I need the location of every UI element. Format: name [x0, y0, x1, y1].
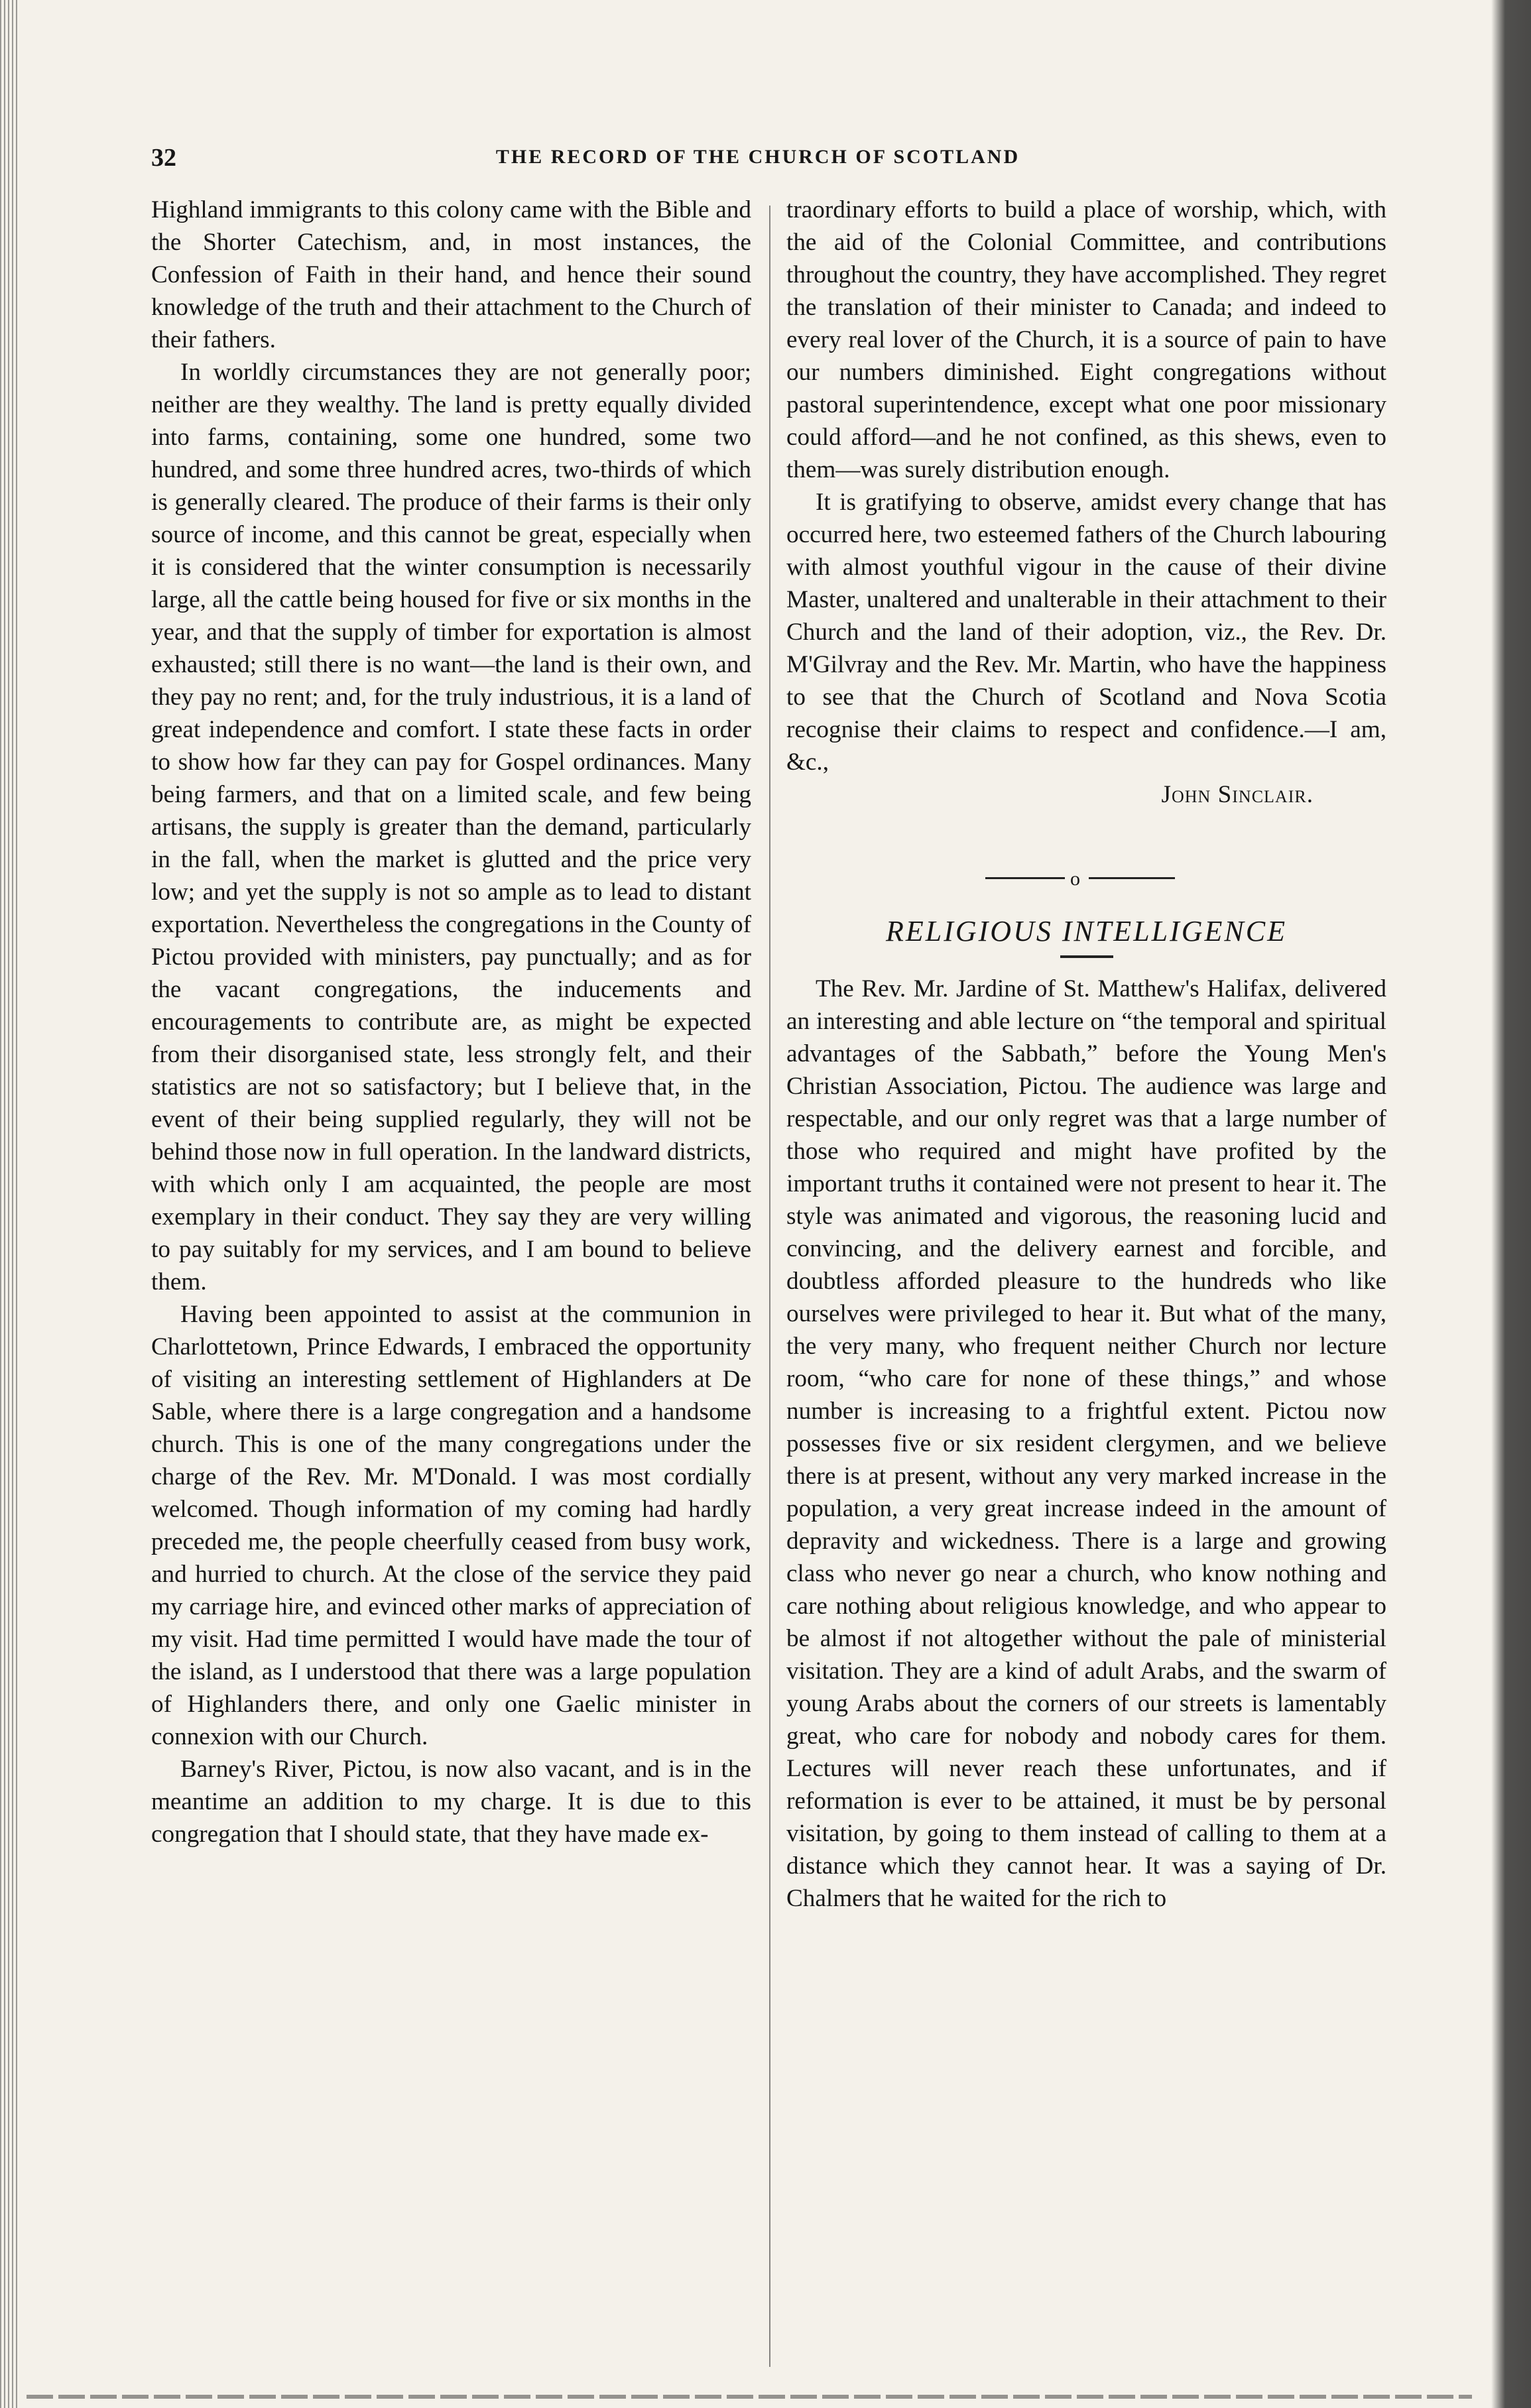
column-divider — [769, 206, 770, 2367]
left-paragraph-4: Barney's River, Pictou, is now also vacant, and is in the meantime an addition to my charge. It is due to this congregation that I should state, that they have made ex- — [151, 1756, 751, 1848]
left-paragraph-3: Having been appointed to assist at the communion in Charlottetown, Prince Edwards, I embraced the opportunity of visiting an interesting settlement of Highlanders at De Sable, where there is a large congregation and a handsome church. This is one of the many congregations under the charge of the Rev. Mr. M'Donald. I was most cordially welcomed. Though information of my coming had hardly preceded me, the people cheerfully ceased from busy work, and hurried to church. At the close of the service they paid my carriage hire, and evinced other marks of appreciation of my visit. Had time permitted I would have made the tour of the island, as I understood that there was a large population of Highlanders there, and only one Gaelic minister in connexion with our Church. — [151, 1301, 751, 1750]
right-paragraph-2: It is gratifying to observe, amidst every change that has occurred here, two esteemed fathers of the Church labouring with almost youthful vigour in the cause of their divine Master, unaltered and unalterable in their attachment to their Church and the land of their adoption, viz., the Rev. Dr. M'Gilvray and the Rev. Mr. Martin, who have the happiness to see that the Church of Scotland and Nova Scotia recognise their claims to respect and confidence.—I am, &c., — [786, 489, 1386, 776]
bottom-edge-marks — [27, 2395, 1472, 2399]
right-paragraph-1: traordinary efforts to build a place of worship, which, with the aid of the Colonial Committee, and contributions throughout the country, they have accomplished. They regret the translation of their minister to Canada; and indeed to every real lover of the Church, it is a source of pain to have our numbers diminished. Eight congregations without pastoral superintendence, except what one poor missionary could afford—and he not confined, as this shews, even to them—was surely distribution enough. — [786, 196, 1386, 483]
page-number: 32 — [151, 144, 176, 172]
page-header — [151, 143, 1365, 183]
letter-signature: John Sinclair. — [1161, 781, 1314, 808]
left-paragraph-2: In worldly circumstances they are not generally poor; neither are they wealthy. The land is pretty equally divided into farms, containing, some one hundred, some two hundred, and some three hundred acres, two-thirds of which is generally cleared. The produce of their farms is their only source of income, and this cannot be great, especially when it is considered that the winter consumption is necessarily large, all the cattle being housed for five or six months in the year, and that the supply of timber for exportation is almost exhausted; still there is no want—the land is their own, and they pay no rent; and, for the truly industrious, it is a land of great independence and comfort. I state these facts in order to show how far they can pay for Gospel ordinances. Many being farmers, and that on a limited scale, and few being artisans, the supply is greater than the demand, particularly in the fall, when the market is glutted and the price very low; and yet the supply is not so ample as to lead to distant exportation. Nevertheless the congregations in the County of Pictou provided with ministers, pay punctually; and as for the vacant congregations, the inducements and encouragements to contribute are, as might be expected from their disorganised state, less strongly felt, and their statistics are not so satisfactory; but I believe that, in the event of their being supplied regularly, they will not be behind those now in full operation. In the landward districts, with which only I am acquainted, the people are most exemplary in their conduct. They say they are very willing to pay suitably for my services, and I am bound to believe them. — [151, 359, 752, 1295]
running-title: THE RECORD OF THE CHURCH OF SCOTLAND — [495, 146, 1020, 168]
right-page-edge-shadow — [1491, 0, 1531, 2408]
binding-edge-shadow — [0, 0, 17, 2408]
left-paragraph-1: Highland immigrants to this colony came with the Bible and the Shorter Catechism, and, in most instances, the Confession of Faith in their hand, and hence their sound knowledge of the truth and their attachment to the Church of their fathers. — [151, 196, 751, 353]
right-paragraph-3: The Rev. Mr. Jardine of St. Matthew's Halifax, delivered an interesting and able lecture on “the temporal and spiritual advantages of the Sabbath,” before the Young Men's Christian Association, Pictou. The audience was large and respectable, and our only regret was that a large number of those who required and might have profited by the important truths it contained were not present to hear it. The style was animated and vigorous, the reasoning lucid and convincing, and the delivery earnest and forcible, and doubtless afforded pleasure to the hundreds who like ourselves were privileged to hear it. But what of the many, the very many, who frequent neither Church nor lecture room, “who care for none of these things,” and whose number is increasing to a frightful extent. Pictou now possesses five or six resident clergymen, and we believe there is at present, without any very marked increase in the population, a very great increase indeed in the amount of depravity and wickedness. There is a large and growing class who never go near a church, who know nothing and care nothing about religious knowledge, and who appear to be almost if not altogether without the pale of ministerial visitation. They are a kind of adult Arabs, and the swarm of young Arabs about the corners of our streets is lamentably great, who care for nobody and nobody cares for them. Lectures will never reach these unfortunates, and if reformation is ever to be attained, it must be by personal visitation, by going to them instead of calling to them at a distance which they cannot hear. It was a saying of Dr. Chalmers that he waited for the rich to — [786, 975, 1386, 1912]
ornament-glyph: o — [1070, 868, 1080, 890]
heading-rule — [1060, 955, 1113, 958]
ornament-line-right — [1089, 877, 1175, 879]
ornament-line-left — [985, 877, 1065, 879]
left-column — [151, 194, 751, 2368]
right-column — [786, 194, 1386, 2368]
section-heading: RELIGIOUS INTELLIGENCE — [885, 915, 1288, 947]
section-ornament — [786, 868, 1386, 888]
